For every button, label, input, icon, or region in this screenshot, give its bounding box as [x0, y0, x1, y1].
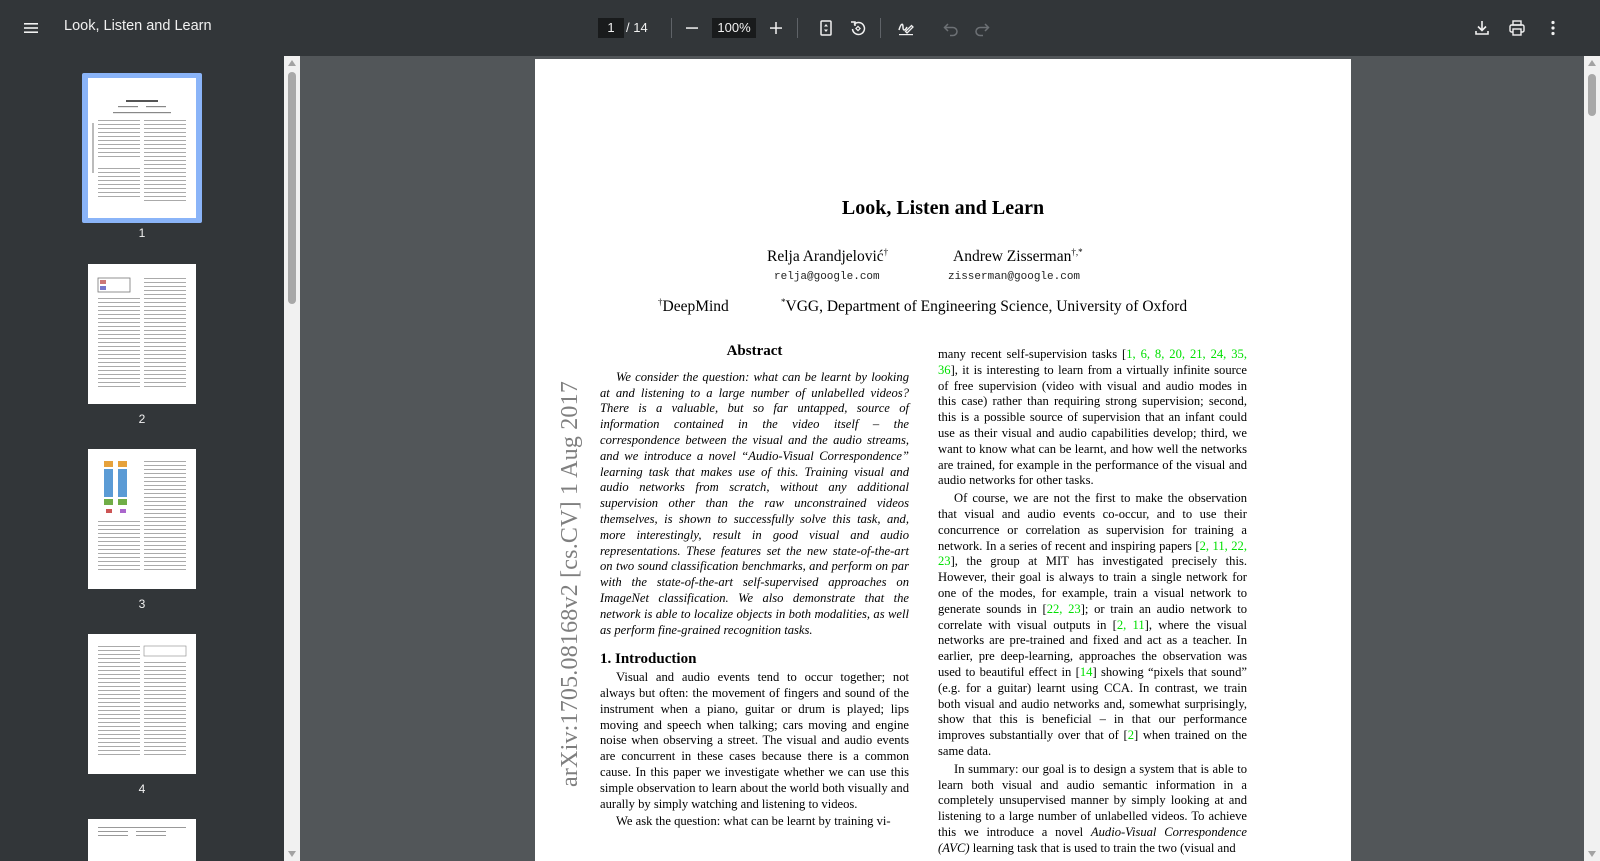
- abstract-heading: Abstract: [726, 343, 783, 359]
- right-paragraph-2: Of course, we are not the first to make the observation that visual and audio events co-occur, and to use their concurrence or correlation as supervision for training a network. In a series of recent and inspiring papers [2, 11, 22, 23], the group at MIT has investigated precisely this. However, their goal is always to train a single network for one of the modes, for example, train a visual network to generate sounds in [22, 23]; or train an audio network to correlate with visual outputs in [2, 11], where the visual networks are pre-trained and fixed and act as a teacher. In earlier, pre deep-learning, approaches the observation was used to beautiful effect in [14] showing “pixels that sound” (e.g. for a guitar) learnt using CCA. In contrast, we train both visual and audio networks and, somewhat surprisingly, show that this is beneficial – in that our performance improves substantially over that of [2] when trained on the same data.: [938, 491, 1248, 758]
- affiliation-2: *VGG, Department of Engineering Science, University of Oxford: [781, 297, 1188, 316]
- intro-paragraph-2: We ask the question: what can be learnt by training vi-: [616, 814, 891, 829]
- zoom-input[interactable]: 100%: [712, 18, 756, 38]
- right-column: [938, 347, 1247, 859]
- intro-heading: 1. Introduction: [600, 651, 697, 668]
- sidebar-scrollbar-thumb[interactable]: [288, 72, 296, 304]
- toolbar-divider: [797, 18, 798, 38]
- fit-page-icon[interactable]: [810, 12, 842, 44]
- thumbnail-page-2[interactable]: [88, 264, 196, 404]
- pdf-page-1: [535, 59, 1351, 861]
- toolbar-divider: [671, 18, 672, 38]
- annotate-pen-icon[interactable]: [890, 12, 922, 44]
- redo-icon[interactable]: [966, 12, 998, 44]
- document-scrollbar[interactable]: [1584, 56, 1600, 861]
- abstract-text: We consider the question: what can be learnt by looking at and listening to a large number of unlabelled videos? There is a valuable, but so far untapped, source of information contained in the video itself – the correspondence between the visual and the audio streams, and we introduce a novel “Audio-Visual Correspondence” learning task that makes use of this. Training visual and audio networks from scratch, without any additional supervision other than the raw unconstrained videos themselves, is shown to successfully solve this task, and, more interestingly, result in good visual and audio representations. These features set the new state-of-the-art on two sound classification benchmarks, and perform on par with the state-of-the-art self-supervised approaches on ImageNet classification. We also demonstrate that the network is able to localize objects in both modalities, as well as perform fine-grained recognition tasks.: [600, 369, 909, 637]
- thumbnail-label-1: 1: [138, 226, 146, 240]
- more-options-icon[interactable]: [1537, 12, 1569, 44]
- intro-paragraph-1: Visual and audio events tend to occur together; not always but often: the movement of fingers and sound of the instrument when a piano, guitar or drum is played; lips moving and speech when talking; cars moving and engine noise when observing a street. The visual and audio events are concurrent in these cases because there is a common cause. In this paper we investigate whether we can use this simple observation to learn about the world both visually and aurally by simply watching and listening to videos.: [600, 670, 909, 811]
- scroll-up-arrow-icon[interactable]: [1588, 60, 1596, 66]
- menu-icon[interactable]: [15, 12, 47, 44]
- thumbnail-sidebar: [0, 56, 300, 861]
- thumbnail-page-4[interactable]: [88, 634, 196, 774]
- document-title: Look, Listen and Learn: [64, 18, 212, 34]
- scroll-down-arrow-icon[interactable]: [1588, 851, 1596, 857]
- thumbnail-label-4: 4: [138, 782, 146, 796]
- zoom-in-button[interactable]: [760, 12, 792, 44]
- left-column: [600, 344, 909, 832]
- paper-title: Look, Listen and Learn: [841, 197, 1045, 219]
- undo-icon[interactable]: [935, 12, 967, 44]
- citation-link[interactable]: 22, 23: [1046, 601, 1081, 616]
- zoom-out-button[interactable]: [676, 12, 708, 44]
- document-viewer[interactable]: [300, 56, 1584, 861]
- toolbar-divider: [880, 18, 881, 38]
- print-icon[interactable]: [1501, 12, 1533, 44]
- citation-link[interactable]: 2, 11: [1116, 617, 1145, 632]
- thumbnail-page-3[interactable]: [88, 449, 196, 589]
- sidebar-scrollbar[interactable]: [284, 56, 300, 861]
- thumbnail-page-1[interactable]: [88, 78, 196, 218]
- page-total: / 14: [626, 20, 648, 35]
- scroll-up-arrow-icon[interactable]: [288, 60, 296, 66]
- citation-link[interactable]: 2, 11, 22, 23: [938, 538, 1247, 569]
- pdf-toolbar: [0, 0, 1600, 56]
- citation-link[interactable]: 14: [1079, 664, 1093, 679]
- author-2: Andrew Zisserman†,*: [953, 247, 1083, 266]
- author-1-email: relja@google.com: [774, 271, 880, 283]
- download-icon[interactable]: [1466, 12, 1498, 44]
- thumbnail-label-2: 2: [138, 412, 146, 426]
- affiliation-1: †DeepMind: [658, 297, 729, 316]
- scroll-down-arrow-icon[interactable]: [288, 851, 296, 857]
- right-paragraph-3: In summary: our goal is to design a system that is able to learn both visual and audio semantic information in a completely unsupervised manner by simply looking at and listening to a large number of unlabelled videos. To achieve this we introduce a novel Audio-Visual Correspondence (AVC) learning task that is used to train the two (visual and: [938, 761, 1247, 855]
- page-number-input[interactable]: 1: [598, 18, 624, 38]
- rotate-icon[interactable]: [842, 12, 874, 44]
- author-2-email: zisserman@google.com: [948, 271, 1081, 283]
- citation-link[interactable]: 2: [1127, 728, 1134, 743]
- thumbnail-label-3: 3: [138, 597, 146, 611]
- citation-link[interactable]: 1, 6, 8, 20, 21, 24, 35, 36: [938, 347, 1247, 377]
- document-scrollbar-thumb[interactable]: [1588, 74, 1596, 116]
- arxiv-stamp: arXiv:1705.08168v2 [cs.CV] 1 Aug 2017: [557, 380, 583, 787]
- right-paragraph-1: many recent self-supervision tasks [1, 6, 8, 20, 21, 24, 35, 36], it is interesting to learn from a virtually infinite source of free supervision (video with visual and audio modes in this case) rather than requiring strong supervision; second, this is a possible source of supervision that an infant could use as their visual and audio capabilities develop; third, we want to know what can be learnt, and how well the networks are trained, for example in the performance of the visual and audio networks for other tasks.: [938, 347, 1247, 488]
- author-1: Relja Arandjelović†: [767, 247, 889, 266]
- thumbnail-page-5[interactable]: [88, 819, 196, 861]
